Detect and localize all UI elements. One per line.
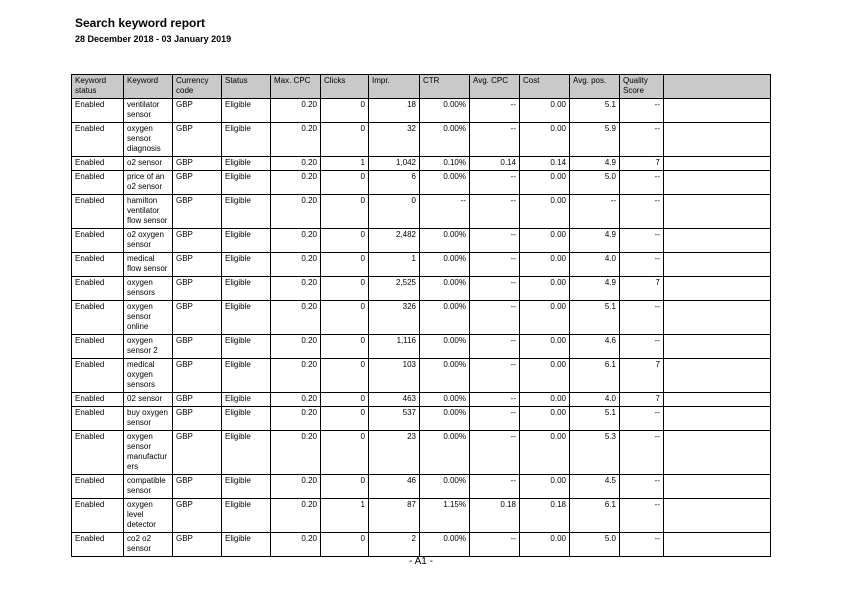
cell: 0.14 xyxy=(470,157,520,171)
column-header: Currency code xyxy=(173,75,222,99)
cell: Eligible xyxy=(222,157,271,171)
cell: 5.0 xyxy=(570,171,620,195)
cell: -- xyxy=(470,301,520,335)
cell-filler xyxy=(664,301,771,335)
column-header: Avg. CPC xyxy=(470,75,520,99)
cell: 0.00% xyxy=(420,393,470,407)
table-row xyxy=(72,533,771,557)
cell: Enabled xyxy=(72,359,124,393)
cell: 0.00 xyxy=(520,533,570,557)
cell: GBP xyxy=(173,99,222,123)
cell: 0.00 xyxy=(520,195,570,229)
cell: 0.20 xyxy=(271,431,321,475)
cell: 6.1 xyxy=(570,499,620,533)
cell: Eligible xyxy=(222,475,271,499)
cell: 5.1 xyxy=(570,99,620,123)
cell: Enabled xyxy=(72,195,124,229)
cell: -- xyxy=(470,195,520,229)
cell: Eligible xyxy=(222,253,271,277)
cell: medical oxygen sensors xyxy=(124,359,173,393)
cell: price of an o2 sensor xyxy=(124,171,173,195)
cell: Eligible xyxy=(222,393,271,407)
cell: Enabled xyxy=(72,499,124,533)
cell: -- xyxy=(620,533,664,557)
cell: 0.18 xyxy=(470,499,520,533)
table-body xyxy=(72,99,771,557)
cell-filler xyxy=(664,393,771,407)
cell: 0 xyxy=(321,475,369,499)
cell: Enabled xyxy=(72,407,124,431)
cell: 0.20 xyxy=(271,277,321,301)
cell: 0.00 xyxy=(520,335,570,359)
cell: Enabled xyxy=(72,277,124,301)
cell: 7 xyxy=(620,277,664,301)
cell: 4.9 xyxy=(570,229,620,253)
cell: -- xyxy=(470,99,520,123)
cell: 0.00% xyxy=(420,171,470,195)
cell: 0.00% xyxy=(420,99,470,123)
cell: 5.9 xyxy=(570,123,620,157)
table-row xyxy=(72,277,771,301)
cell: 2,482 xyxy=(369,229,420,253)
cell-filler xyxy=(664,195,771,229)
table-row xyxy=(72,431,771,475)
cell: 4.9 xyxy=(570,277,620,301)
cell: 0 xyxy=(321,533,369,557)
cell: 0 xyxy=(321,123,369,157)
cell: 0.00% xyxy=(420,475,470,499)
cell: 0.00 xyxy=(520,431,570,475)
cell: 0.00 xyxy=(520,407,570,431)
cell: 0.00 xyxy=(520,359,570,393)
cell: oxygen sensor diagnosis xyxy=(124,123,173,157)
cell: 0 xyxy=(321,431,369,475)
cell: 0.20 xyxy=(271,301,321,335)
cell: 0.20 xyxy=(271,195,321,229)
table-row xyxy=(72,393,771,407)
cell: GBP xyxy=(173,499,222,533)
cell: Enabled xyxy=(72,475,124,499)
cell: -- xyxy=(620,123,664,157)
cell: -- xyxy=(570,195,620,229)
cell: 0 xyxy=(321,359,369,393)
cell: 463 xyxy=(369,393,420,407)
cell: 0.00 xyxy=(520,277,570,301)
cell: 0.20 xyxy=(271,157,321,171)
cell: 0.00% xyxy=(420,431,470,475)
cell-filler xyxy=(664,229,771,253)
table-row xyxy=(72,301,771,335)
cell: 0 xyxy=(321,301,369,335)
cell: Enabled xyxy=(72,157,124,171)
cell-filler xyxy=(664,277,771,301)
cell: -- xyxy=(470,475,520,499)
cell: Eligible xyxy=(222,407,271,431)
cell: 0.00% xyxy=(420,533,470,557)
cell: 0 xyxy=(321,253,369,277)
cell: 1 xyxy=(321,499,369,533)
cell: -- xyxy=(470,407,520,431)
cell-filler xyxy=(664,499,771,533)
cell: Enabled xyxy=(72,171,124,195)
cell: GBP xyxy=(173,407,222,431)
column-header: Max. CPC xyxy=(271,75,321,99)
cell: 0 xyxy=(321,229,369,253)
cell: Enabled xyxy=(72,393,124,407)
cell: 1 xyxy=(369,253,420,277)
cell: GBP xyxy=(173,195,222,229)
cell: -- xyxy=(470,335,520,359)
cell: 0.00 xyxy=(520,253,570,277)
cell: 0.00 xyxy=(520,123,570,157)
cell: 0.00% xyxy=(420,277,470,301)
cell: 0.20 xyxy=(271,229,321,253)
cell: Eligible xyxy=(222,431,271,475)
cell: GBP xyxy=(173,475,222,499)
cell: 103 xyxy=(369,359,420,393)
cell: Eligible xyxy=(222,499,271,533)
cell: -- xyxy=(470,359,520,393)
page-title: Search keyword report xyxy=(75,16,206,30)
cell: Enabled xyxy=(72,99,124,123)
cell: oxygen sensors xyxy=(124,277,173,301)
cell: 0.00 xyxy=(520,99,570,123)
cell: 1,042 xyxy=(369,157,420,171)
cell: 0.00% xyxy=(420,407,470,431)
cell: -- xyxy=(470,393,520,407)
cell: Enabled xyxy=(72,229,124,253)
table-row xyxy=(72,157,771,171)
cell: -- xyxy=(620,229,664,253)
cell: oxygen sensor manufacturers xyxy=(124,431,173,475)
cell: 87 xyxy=(369,499,420,533)
cell: GBP xyxy=(173,335,222,359)
cell: GBP xyxy=(173,229,222,253)
cell: 0 xyxy=(321,335,369,359)
cell: GBP xyxy=(173,533,222,557)
cell: 0 xyxy=(321,99,369,123)
cell: -- xyxy=(470,229,520,253)
cell: GBP xyxy=(173,301,222,335)
column-header: Keyword xyxy=(124,75,173,99)
cell-filler xyxy=(664,335,771,359)
table-row xyxy=(72,407,771,431)
cell: 18 xyxy=(369,99,420,123)
cell: 1.15% xyxy=(420,499,470,533)
cell: -- xyxy=(470,171,520,195)
cell: -- xyxy=(470,277,520,301)
cell-filler xyxy=(664,171,771,195)
cell: 0.20 xyxy=(271,407,321,431)
column-header: Impr. xyxy=(369,75,420,99)
cell-filler xyxy=(664,123,771,157)
cell: Eligible xyxy=(222,301,271,335)
cell: Enabled xyxy=(72,301,124,335)
cell: ventilator sensor xyxy=(124,99,173,123)
cell: Eligible xyxy=(222,359,271,393)
cell: 0.20 xyxy=(271,99,321,123)
cell: 0 xyxy=(369,195,420,229)
cell: 0.00 xyxy=(520,393,570,407)
cell: hamilton ventilator flow sensor xyxy=(124,195,173,229)
table-row xyxy=(72,475,771,499)
cell: 0.20 xyxy=(271,123,321,157)
cell: 326 xyxy=(369,301,420,335)
column-header: Cost xyxy=(520,75,570,99)
cell: -- xyxy=(620,171,664,195)
cell-filler xyxy=(664,157,771,171)
cell: oxygen sensor online xyxy=(124,301,173,335)
cell: GBP xyxy=(173,431,222,475)
column-header-filler xyxy=(664,75,771,99)
cell: 4.0 xyxy=(570,393,620,407)
cell: Eligible xyxy=(222,99,271,123)
cell-filler xyxy=(664,359,771,393)
table-row xyxy=(72,99,771,123)
cell: Eligible xyxy=(222,195,271,229)
cell: o2 sensor xyxy=(124,157,173,171)
cell: Enabled xyxy=(72,533,124,557)
cell: buy oxygen sensor xyxy=(124,407,173,431)
cell: compatible sensor xyxy=(124,475,173,499)
column-header: CTR xyxy=(420,75,470,99)
cell-filler xyxy=(664,407,771,431)
cell: 0 xyxy=(321,277,369,301)
cell: Eligible xyxy=(222,171,271,195)
cell: 4.0 xyxy=(570,253,620,277)
cell: -- xyxy=(620,335,664,359)
cell: 0.20 xyxy=(271,475,321,499)
cell: -- xyxy=(470,123,520,157)
cell: -- xyxy=(620,475,664,499)
cell: 7 xyxy=(620,157,664,171)
cell: 7 xyxy=(620,393,664,407)
cell: -- xyxy=(620,99,664,123)
cell: GBP xyxy=(173,277,222,301)
cell: Eligible xyxy=(222,335,271,359)
cell: Enabled xyxy=(72,253,124,277)
cell: 2,525 xyxy=(369,277,420,301)
header-row xyxy=(72,75,771,99)
cell: 0.20 xyxy=(271,253,321,277)
cell: -- xyxy=(420,195,470,229)
cell: 0.00% xyxy=(420,335,470,359)
cell: 23 xyxy=(369,431,420,475)
cell: 6 xyxy=(369,171,420,195)
cell: -- xyxy=(620,195,664,229)
column-header: Keyword status xyxy=(72,75,124,99)
cell: 4.9 xyxy=(570,157,620,171)
cell-filler xyxy=(664,253,771,277)
cell-filler xyxy=(664,475,771,499)
cell: 46 xyxy=(369,475,420,499)
cell: GBP xyxy=(173,393,222,407)
cell: 5.0 xyxy=(570,533,620,557)
cell: 7 xyxy=(620,359,664,393)
cell: -- xyxy=(470,431,520,475)
page-footer: - A1 - xyxy=(409,556,433,567)
cell: 0.18 xyxy=(520,499,570,533)
cell: 0.14 xyxy=(520,157,570,171)
cell: 0.20 xyxy=(271,499,321,533)
cell: Enabled xyxy=(72,335,124,359)
cell: 0.00 xyxy=(520,171,570,195)
cell: Eligible xyxy=(222,533,271,557)
cell: 0.20 xyxy=(271,171,321,195)
cell: 0.10% xyxy=(420,157,470,171)
cell: 0 xyxy=(321,393,369,407)
table-row xyxy=(72,359,771,393)
cell: 5.3 xyxy=(570,431,620,475)
cell: Enabled xyxy=(72,123,124,157)
cell: -- xyxy=(620,431,664,475)
cell: 0.00 xyxy=(520,301,570,335)
cell: 0.00% xyxy=(420,301,470,335)
report-table-container xyxy=(71,74,771,557)
cell: -- xyxy=(620,301,664,335)
cell: 0.00 xyxy=(520,229,570,253)
cell: 537 xyxy=(369,407,420,431)
cell: o2 oxygen sensor xyxy=(124,229,173,253)
cell: 0.00 xyxy=(520,475,570,499)
cell: GBP xyxy=(173,171,222,195)
cell: -- xyxy=(620,499,664,533)
cell: GBP xyxy=(173,123,222,157)
cell: Eligible xyxy=(222,277,271,301)
cell: Eligible xyxy=(222,123,271,157)
cell: 0.20 xyxy=(271,335,321,359)
cell: Eligible xyxy=(222,229,271,253)
table-header xyxy=(72,75,771,99)
date-range: 28 December 2018 - 03 January 2019 xyxy=(75,34,232,44)
cell: 0.00% xyxy=(420,253,470,277)
cell: 4.5 xyxy=(570,475,620,499)
column-header: Avg. pos. xyxy=(570,75,620,99)
cell: 0.00% xyxy=(420,123,470,157)
cell: 0.00% xyxy=(420,229,470,253)
cell: 5.1 xyxy=(570,407,620,431)
cell: 0 xyxy=(321,195,369,229)
cell: GBP xyxy=(173,253,222,277)
cell: 6.1 xyxy=(570,359,620,393)
cell: 4.6 xyxy=(570,335,620,359)
cell: -- xyxy=(470,253,520,277)
cell: 0 xyxy=(321,171,369,195)
cell-filler xyxy=(664,431,771,475)
report-table xyxy=(71,74,771,557)
cell-filler xyxy=(664,99,771,123)
column-header: Clicks xyxy=(321,75,369,99)
table-row xyxy=(72,195,771,229)
cell: GBP xyxy=(173,359,222,393)
cell: 02 sensor xyxy=(124,393,173,407)
column-header: Status xyxy=(222,75,271,99)
cell-filler xyxy=(664,533,771,557)
table-row xyxy=(72,123,771,157)
column-header: Quality Score xyxy=(620,75,664,99)
cell: 5.1 xyxy=(570,301,620,335)
cell: -- xyxy=(470,533,520,557)
cell: GBP xyxy=(173,157,222,171)
cell: oxygen level detector xyxy=(124,499,173,533)
cell: 1,116 xyxy=(369,335,420,359)
cell: 32 xyxy=(369,123,420,157)
cell: 0.20 xyxy=(271,533,321,557)
cell: 1 xyxy=(321,157,369,171)
cell: -- xyxy=(620,407,664,431)
cell: co2 o2 sensor xyxy=(124,533,173,557)
cell: oxygen sensor 2 xyxy=(124,335,173,359)
table-row xyxy=(72,253,771,277)
cell: medical flow sensor xyxy=(124,253,173,277)
table-row xyxy=(72,335,771,359)
table-row xyxy=(72,229,771,253)
cell: -- xyxy=(620,253,664,277)
cell: 0 xyxy=(321,407,369,431)
cell: 0.00% xyxy=(420,359,470,393)
cell: Enabled xyxy=(72,431,124,475)
table-row xyxy=(72,499,771,533)
table-row xyxy=(72,171,771,195)
cell: 0.20 xyxy=(271,359,321,393)
cell: 0.20 xyxy=(271,393,321,407)
cell: 2 xyxy=(369,533,420,557)
